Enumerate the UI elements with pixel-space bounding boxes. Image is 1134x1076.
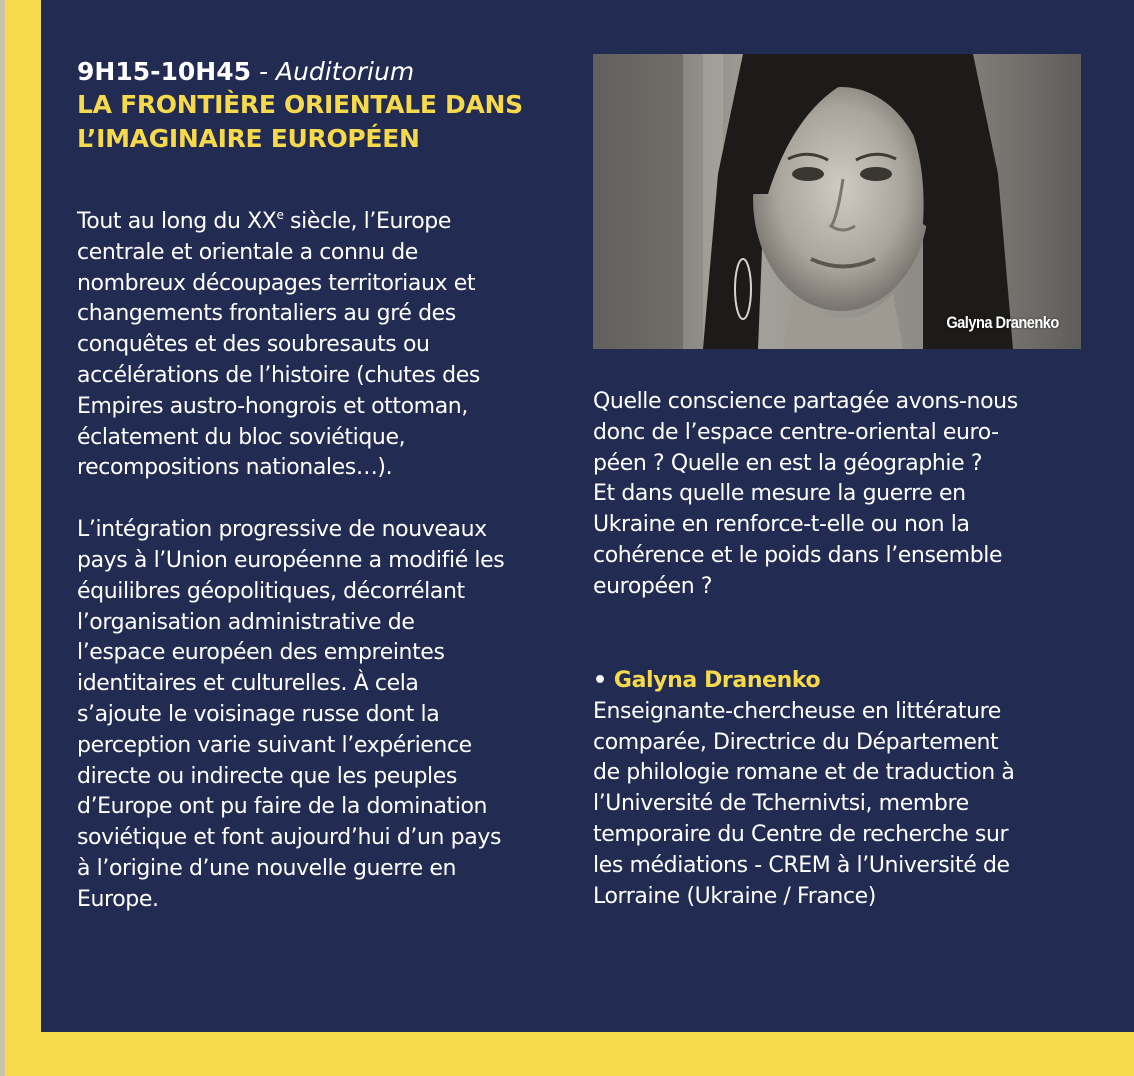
text-line: L’intégration progressive de nouveaux <box>77 517 487 543</box>
left-column <box>77 56 577 916</box>
text-line: recompositions nationales…). <box>77 455 393 481</box>
text-line: l’Université de Tchernivtsi, membre <box>593 791 969 817</box>
text-line: à l’origine d’une nouvelle guerre en <box>77 855 457 881</box>
text-line: conquêtes et des soubresauts ou <box>77 332 430 358</box>
text-line: Enseignante-chercheuse en littérature <box>593 698 1001 724</box>
text-line: Et dans quelle mesure la guerre en <box>593 481 966 507</box>
text-line <box>77 207 577 238</box>
speaker-heading <box>593 666 1093 697</box>
portrait-illustration <box>593 54 1081 349</box>
second-paragraph <box>77 515 577 915</box>
text-line: cohérence et le poids dans l’ensemble <box>593 542 1003 568</box>
text-line: éclatement du bloc soviétique, <box>77 424 406 450</box>
session-title-line: L’IMAGINAIRE EUROPÉEN <box>77 124 420 153</box>
session-title <box>77 88 577 156</box>
session-location: Auditorium <box>275 57 415 86</box>
question-paragraph <box>593 387 1093 603</box>
text-line: Empires austro-hongrois et ottoman, <box>77 393 468 419</box>
text-span: siècle, l’Europe <box>283 209 451 234</box>
session-title-line: LA FRONTIÈRE ORIENTALE DANS <box>77 90 523 119</box>
intro-paragraph <box>77 207 577 484</box>
text-line: changements frontaliers au gré des <box>77 301 456 327</box>
photo-caption: Galyna Dranenko <box>946 313 1059 332</box>
text-line: de philologie romane et de traduction à <box>593 760 1015 786</box>
text-line: directe ou indirecte que les peuples <box>77 763 457 789</box>
session-time: 9H15-10H45 <box>77 57 251 86</box>
text-line: centrale et orientale a connu de <box>77 239 418 265</box>
text-line: Quelle conscience partagée avons-nous <box>593 389 1018 414</box>
text-line: perception varie suivant l’expérience <box>77 732 472 758</box>
speaker-photo <box>593 54 1081 349</box>
speaker-name: Galyna Dranenko <box>613 668 821 693</box>
session-time-location <box>77 56 577 88</box>
text-line: d’Europe ont pu faire de la domination <box>77 794 488 820</box>
text-line: identitaires et culturelles. À cela <box>77 671 419 697</box>
session-separator: - <box>251 57 276 86</box>
text-line: s’ajoute le voisinage russe dont la <box>77 701 440 727</box>
text-line: accélérations de l’histoire (chutes des <box>77 362 480 388</box>
text-span: Tout au long du XX <box>77 209 277 234</box>
text-line: équilibres géopolitiques, décorrélant <box>77 578 465 604</box>
text-line: Europe. <box>77 886 159 912</box>
text-line: Ukraine en renforce-t-elle ou non la <box>593 512 970 538</box>
text-line: comparée, Directrice du Département <box>593 729 999 755</box>
page-edge <box>0 0 5 1076</box>
text-line: péen ? Quelle en est la géographie ? <box>593 450 983 476</box>
text-line: soviétique et font aujourd’hui d’un pays <box>77 825 502 851</box>
superscript: e <box>276 208 284 222</box>
bullet: • <box>593 668 614 693</box>
text-line: les médiations - CREM à l’Université de <box>593 852 1010 878</box>
text-line: donc de l’espace centre-oriental euro- <box>593 419 999 445</box>
text-line: européen ? <box>593 573 713 599</box>
text-line: pays à l’Union européenne a modifié les <box>77 547 505 573</box>
text-line: nombreux découpages territoriaux et <box>77 270 476 296</box>
text-line: l’espace européen des empreintes <box>77 640 445 666</box>
text-line: Lorraine (Ukraine / France) <box>593 883 876 909</box>
text-line: temporaire du Centre de recherche sur <box>593 821 1009 847</box>
speaker-bio <box>593 666 1093 912</box>
text-line: l’organisation administrative de <box>77 609 415 635</box>
